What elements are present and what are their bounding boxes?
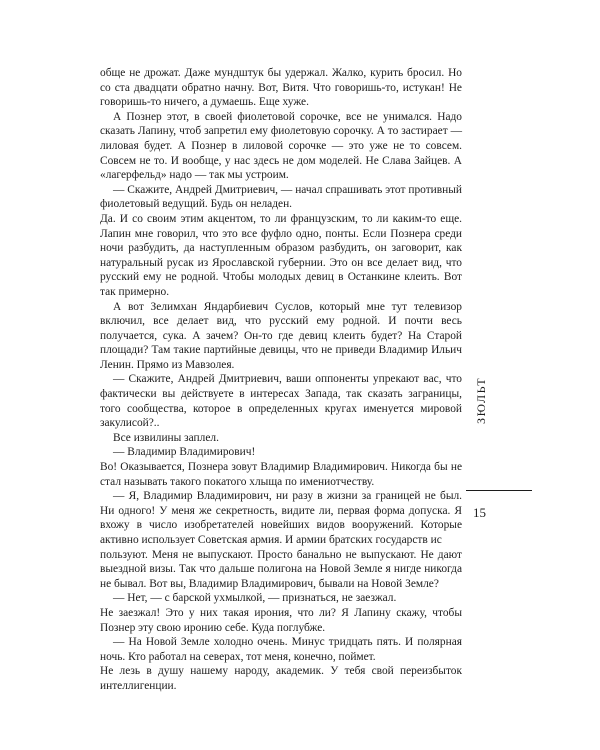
page-body-text [100, 66, 462, 694]
paragraph: — На Новой Земле холодно очень. Минус тридцать пять. И полярная ночь. Кто работал на северах, тот меня, конечно, поймет. [100, 636, 462, 663]
paragraph: А Познер этот, в своей фиолетовой сорочке, все не унимался. Надо сказать Лапину, чтоб запретил ему фиолетовую сорочку. А то застирает — лиловая будет. А Познер в лиловой сорочке — это уже не то совсем. Совсем не то. И вообще, у нас здесь не дом моделей. Не Слава Зайцев. А «лагерфельд» надо — так мы устроим. [100, 110, 462, 182]
paragraph: Все извилины заплел. [113, 431, 219, 444]
paragraph: обще не дрожат. Даже мундштук бы удержал. Жалко, курить бросил. Но со ста двадцати обратно начну. Вот, Витя. Что говоришь-то, истукан! Не говоришь-то ничего, а думаешь. Еще хуже. [100, 67, 462, 109]
paragraph: — Скажите, Андрей Дмитриевич, — начал спрашивать этот противный фиолетовый ведущий. Будь он неладен. [100, 183, 462, 211]
paragraph: А вот Зелимхан Яндарбиевич Суслов, который мне тут телевизор включил, все делает вид, что русский ему родной. И почти весь получается, сука. А зачем? Он-то где девиц клеить будет? На Старой площади? Там такие партийные девицы, что не приведи Владимир Ильич Ленин. Прямо из Мавзолея. [100, 300, 462, 371]
page-number: 15 [473, 505, 486, 520]
paragraph: — Я, Владимир Владимирович, ни разу в жизни за границей не был. Ни одного! У меня же секретность, видите ли, первая форма допуска. Я вхожу в число изобретателей новейших видов вооружений. Которые активно использует Советская армия. И армии братских государств ис [100, 490, 462, 546]
paragraph: Да. И со своим этим акцентом, то ли французским, то ли каким-то еще. Лапин мне говорил, что это все фуфло одно, понты. Если Познера среди ночи разбудить, да наступленным образом разбудить, он заговорит, как натуральный русак из Ярославской губернии. Это он все делает вид, что русский ему не родной. Чтобы молодых девиц в Останкине клеить. Вот так примерно. [100, 212, 462, 298]
paragraph: Во! Оказывается, Познера зовут Владимир Владимирович. Никогда бы не стал называть такого покатого хлыща по имениотчеству. [100, 461, 462, 488]
paragraph: Не лезь в душу нашему народу, академик. У тебя свой переизбыток интеллигенции. [100, 665, 462, 692]
paragraph: пользуют. Меня не выпускают. Просто банально не выпускают. Не дают выездной визы. Так что дальше полигона на Новой Земле я нигде никогда не бывал. Вот вы, Владимир Владимирович, бывали на Новой Земле? [100, 548, 462, 590]
paragraph: — Скажите, Андрей Дмитриевич, ваши оппоненты упрекают вас, что фактически вы действуете в интересах Запада, так сказать заграницы, того сообщества, которое в определенных кругах именуется мировой закулисой?.. [100, 373, 462, 430]
running-head-title: ЗЮЛЬТ [474, 376, 488, 424]
paragraph: — Владимир Владимирович! [113, 446, 256, 459]
paragraph: — Нет, — с барской ухмылкой, — признаться, не заезжал. [113, 592, 397, 605]
paragraph: Не заезжал! Это у них такая ирония, что ли? Я Лапину скажу, чтобы Познер эту свою иронию себе. Куда поглубже. [100, 606, 462, 634]
folio-divider [466, 490, 532, 491]
